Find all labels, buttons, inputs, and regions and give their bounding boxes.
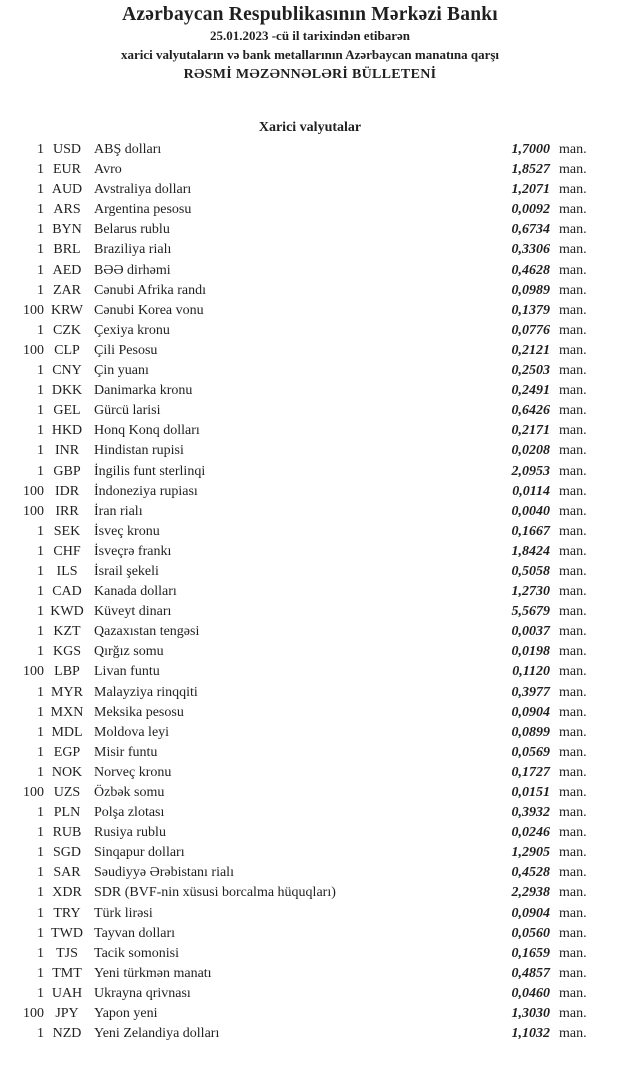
quantity-cell: 1 [37, 383, 44, 399]
currency-code-cell: PLN [53, 805, 81, 821]
unit-cell: man. [559, 302, 587, 318]
table-row [0, 341, 620, 361]
table-row [0, 964, 620, 984]
unit-cell: man. [559, 262, 587, 278]
rate-cell: 0,0040 [511, 503, 550, 519]
bank-title: Azərbaycan Respublikasının Mərkəzi Bankı [122, 4, 498, 25]
rate-cell: 1,7000 [511, 142, 550, 157]
quantity-cell: 1 [37, 262, 44, 278]
table-row [0, 462, 620, 482]
currency-code-cell: MDL [51, 724, 83, 740]
currency-code-cell: GBP [53, 463, 81, 479]
quantity-cell: 1 [37, 322, 44, 338]
currency-code-cell: MXN [50, 704, 84, 720]
rate-cell: 1,2071 [511, 182, 550, 198]
currency-name-cell: Moldova leyi [94, 724, 170, 740]
quantity-cell: 1 [37, 584, 44, 600]
rate-cell: 0,0904 [511, 905, 550, 921]
currency-name-cell: Çexiya kronu [94, 322, 170, 338]
unit-cell: man. [559, 644, 587, 660]
rate-cell: 1,1032 [511, 1026, 550, 1042]
currency-code-cell: GEL [53, 403, 81, 419]
table-row [0, 683, 620, 703]
table-row [0, 180, 620, 200]
unit-cell: man. [559, 785, 587, 800]
rate-cell: 0,4628 [511, 262, 550, 278]
currency-name-cell: Çin yuanı [94, 363, 149, 379]
unit-cell: man. [559, 624, 587, 640]
section-title-foreign-currencies: Xarici valyutalar [258, 120, 362, 135]
unit-cell: man. [559, 704, 587, 720]
table-row [0, 783, 620, 803]
quantity-cell: 1 [37, 764, 44, 780]
quantity-cell: 1 [37, 202, 44, 218]
currency-code-cell: SEK [53, 523, 81, 539]
quantity-cell: 1 [37, 724, 44, 740]
currency-code-cell: AUD [51, 182, 83, 198]
currency-name-cell: Avstraliya dolları [94, 182, 192, 198]
currency-code-cell: JPY [55, 1006, 79, 1022]
table-row [0, 723, 620, 743]
currency-code-cell: LBP [54, 664, 80, 680]
currency-name-cell: Qazaxıstan tengəsi [94, 624, 200, 640]
currency-name-cell: Qırğız somu [94, 644, 164, 660]
currency-name-cell: Gürcü larisi [94, 403, 161, 419]
unit-cell: man. [559, 423, 587, 439]
quantity-cell: 1 [37, 282, 44, 298]
quantity-cell: 1 [37, 222, 44, 238]
currency-code-cell: KWD [50, 604, 84, 620]
currency-name-cell: Hindistan rupisi [94, 443, 184, 459]
rate-cell: 0,4528 [511, 865, 550, 881]
quantity-cell: 1 [37, 403, 44, 419]
unit-cell: man. [559, 182, 587, 198]
unit-cell: man. [559, 242, 587, 258]
currency-name-cell: Danimarka kronu [94, 383, 193, 399]
currency-name-cell: Polşa zlotası [94, 805, 165, 821]
unit-cell: man. [559, 845, 587, 861]
currency-name-cell: Rusiya rublu [94, 825, 166, 841]
unit-cell: man. [559, 825, 587, 841]
quantity-cell: 1 [37, 242, 44, 258]
quantity-cell: 1 [37, 805, 44, 821]
table-row [0, 401, 620, 421]
currency-code-cell: DKK [51, 383, 83, 399]
quantity-cell: 100 [23, 302, 44, 318]
quantity-cell: 100 [23, 785, 44, 800]
quantity-cell: 1 [37, 825, 44, 841]
quantity-cell: 100 [23, 483, 44, 499]
rate-cell: 1,8424 [511, 543, 550, 559]
rate-cell: 0,0560 [511, 925, 550, 941]
table-row [0, 984, 620, 1004]
currency-name-cell: Yeni türkmən manatı [94, 965, 212, 981]
rate-cell: 0,0904 [511, 704, 550, 720]
currency-name-cell: Səudiyyə Ərəbistanı rialı [94, 865, 234, 881]
currency-name-cell: Ukrayna qrivnası [94, 985, 191, 1001]
unit-cell: man. [559, 202, 587, 218]
currency-name-cell: Özbək somu [94, 785, 165, 800]
unit-cell: man. [559, 483, 587, 499]
rate-cell: 0,0198 [511, 644, 550, 660]
document-subtitle: xarici valyutaların və bank metallarının Azərbaycan manatına qarşı [120, 47, 500, 62]
quantity-cell: 1 [37, 162, 44, 178]
currency-name-cell: Küveyt dinarı [94, 604, 172, 620]
currency-code-cell: EGP [53, 744, 81, 760]
table-row [0, 301, 620, 321]
table-row [0, 441, 620, 461]
rate-cell: 0,3932 [511, 805, 550, 821]
table-row [0, 823, 620, 843]
rate-cell: 0,0246 [511, 825, 550, 841]
rate-cell: 0,1659 [511, 945, 550, 961]
quantity-cell: 1 [37, 905, 44, 921]
currency-name-cell: İsveçrə frankı [94, 543, 172, 559]
currency-code-cell: TWD [51, 925, 83, 941]
unit-cell: man. [559, 363, 587, 379]
quantity-cell: 1 [37, 1026, 44, 1042]
table-row [0, 361, 620, 381]
table-row [0, 381, 620, 401]
effective-date-line: 25.01.2023 -cü il tarixindən etibarən [209, 28, 411, 43]
rate-cell: 0,6734 [511, 222, 550, 238]
table-row [0, 582, 620, 602]
rate-cell: 0,3306 [511, 242, 550, 258]
table-row [0, 703, 620, 723]
rate-cell: 0,0776 [511, 322, 550, 338]
rate-cell: 2,2938 [511, 885, 550, 901]
currency-name-cell: BƏƏ dirhəmi [94, 262, 171, 278]
table-row [0, 542, 620, 562]
currency-code-cell: EUR [53, 162, 81, 178]
currency-name-cell: Yapon yeni [94, 1006, 158, 1022]
currency-code-cell: SGD [52, 845, 81, 861]
currency-code-cell: KGS [52, 644, 81, 660]
currency-name-cell: ABŞ dolları [94, 142, 162, 157]
unit-cell: man. [559, 865, 587, 881]
table-row [0, 743, 620, 763]
currency-code-cell: HKD [51, 423, 83, 439]
rate-cell: 0,0899 [511, 724, 550, 740]
table-row [0, 1004, 620, 1024]
table-row [0, 240, 620, 260]
currency-code-cell: CLP [54, 342, 80, 358]
table-row [0, 421, 620, 441]
table-row [0, 482, 620, 502]
rate-cell: 0,4857 [511, 965, 550, 981]
rate-cell: 0,1120 [512, 664, 550, 680]
unit-cell: man. [559, 342, 587, 358]
currency-name-cell: Avro [94, 162, 122, 178]
quantity-cell: 1 [37, 945, 44, 961]
rate-cell: 0,1727 [511, 764, 550, 780]
rate-cell: 0,0114 [512, 483, 550, 499]
currency-name-cell: Türk lirəsi [94, 905, 153, 921]
unit-cell: man. [559, 684, 587, 700]
rate-cell: 0,0460 [511, 985, 550, 1001]
currency-code-cell: KRW [51, 302, 83, 318]
unit-cell: man. [559, 1006, 587, 1022]
currency-name-cell: İsrail şekeli [94, 563, 159, 579]
currency-name-cell: Honq Konq dolları [94, 423, 200, 439]
unit-cell: man. [559, 383, 587, 399]
quantity-cell: 1 [37, 704, 44, 720]
rate-cell: 0,0092 [511, 202, 550, 218]
currency-code-cell: CHF [53, 543, 81, 559]
unit-cell: man. [559, 805, 587, 821]
unit-cell: man. [559, 162, 587, 178]
unit-cell: man. [559, 925, 587, 941]
rate-cell: 0,0037 [511, 624, 550, 640]
rate-cell: 1,2905 [511, 845, 550, 861]
currency-code-cell: BYN [52, 222, 82, 238]
currency-name-cell: Misir funtu [94, 744, 158, 760]
table-row [0, 502, 620, 522]
table-row [0, 522, 620, 542]
rate-cell: 0,3977 [511, 684, 550, 700]
quantity-cell: 1 [37, 744, 44, 760]
table-row [0, 140, 620, 160]
table-row [0, 281, 620, 301]
currency-name-cell: Braziliya rialı [94, 242, 172, 258]
currency-code-cell: UAH [51, 985, 83, 1001]
quantity-cell: 1 [37, 543, 44, 559]
currency-name-cell: Argentina pesosu [94, 202, 192, 218]
unit-cell: man. [559, 744, 587, 760]
table-row [0, 662, 620, 682]
document-header [0, 0, 620, 85]
rate-cell: 2,0953 [511, 463, 550, 479]
quantity-cell: 1 [37, 563, 44, 579]
currency-table [0, 140, 620, 1044]
currency-name-cell: Sinqapur dolları [94, 845, 185, 861]
unit-cell: man. [559, 503, 587, 519]
currency-name-cell: Malayziya rinqqiti [94, 684, 198, 700]
rate-cell: 0,2171 [511, 423, 550, 439]
table-row [0, 321, 620, 341]
unit-cell: man. [559, 142, 587, 157]
currency-code-cell: KZT [53, 624, 81, 640]
rate-cell: 0,2491 [511, 383, 550, 399]
currency-name-cell: İsveç kronu [94, 523, 160, 539]
unit-cell: man. [559, 905, 587, 921]
table-row [0, 642, 620, 662]
quantity-cell: 100 [23, 503, 44, 519]
currency-name-cell: Livan funtu [94, 664, 160, 680]
quantity-cell: 1 [37, 604, 44, 620]
currency-code-cell: NOK [51, 764, 83, 780]
currency-name-cell: SDR (BVF-nin xüsusi borcalma hüquqları) [94, 885, 336, 901]
rate-cell: 0,1667 [511, 523, 550, 539]
rate-cell: 1,8527 [511, 162, 550, 178]
currency-code-cell: USD [52, 142, 81, 157]
currency-name-cell: Kanada dolları [94, 584, 177, 600]
unit-cell: man. [559, 322, 587, 338]
currency-name-cell: İndoneziya rupiası [94, 483, 198, 499]
currency-code-cell: INR [54, 443, 80, 459]
currency-code-cell: RUB [52, 825, 82, 841]
quantity-cell: 1 [37, 423, 44, 439]
unit-cell: man. [559, 563, 587, 579]
unit-cell: man. [559, 463, 587, 479]
currency-code-cell: NZD [52, 1026, 82, 1042]
rate-cell: 1,3030 [511, 1006, 550, 1022]
currency-code-cell: AED [52, 262, 82, 278]
unit-cell: man. [559, 724, 587, 740]
quantity-cell: 1 [37, 523, 44, 539]
currency-code-cell: TRY [53, 905, 81, 921]
table-row [0, 261, 620, 281]
currency-code-cell: XDR [52, 885, 82, 901]
unit-cell: man. [559, 1026, 587, 1042]
currency-code-cell: ZAR [53, 282, 81, 298]
currency-code-cell: BRL [53, 242, 81, 258]
quantity-cell: 1 [37, 644, 44, 660]
table-row [0, 622, 620, 642]
rate-cell: 0,5058 [511, 563, 550, 579]
table-row [0, 763, 620, 783]
unit-cell: man. [559, 885, 587, 901]
currency-name-cell: Belarus rublu [94, 222, 170, 238]
currency-code-cell: IDR [54, 483, 80, 499]
table-row [0, 1024, 620, 1044]
quantity-cell: 1 [37, 925, 44, 941]
unit-cell: man. [559, 764, 587, 780]
currency-code-cell: IRR [55, 503, 79, 519]
unit-cell: man. [559, 664, 587, 680]
currency-code-cell: ARS [53, 202, 81, 218]
rate-cell: 5,5679 [511, 604, 550, 620]
currency-code-cell: SAR [53, 865, 81, 881]
rate-cell: 0,0208 [511, 443, 550, 459]
quantity-cell: 1 [37, 885, 44, 901]
rate-cell: 0,0989 [511, 282, 550, 298]
rate-cell: 0,0569 [511, 744, 550, 760]
table-row [0, 562, 620, 582]
quantity-cell: 1 [37, 865, 44, 881]
unit-cell: man. [559, 584, 587, 600]
currency-name-cell: İran rialı [94, 503, 143, 519]
rate-cell: 0,0151 [511, 785, 550, 800]
currency-code-cell: CAD [52, 584, 82, 600]
quantity-cell: 1 [37, 363, 44, 379]
currency-name-cell: Norveç kronu [94, 764, 172, 780]
unit-cell: man. [559, 403, 587, 419]
bulletin-title: RƏSMİ MƏZƏNNƏLƏRİ BÜLLETENİ [183, 67, 437, 82]
table-row [0, 803, 620, 823]
unit-cell: man. [559, 965, 587, 981]
quantity-cell: 100 [23, 1006, 44, 1022]
quantity-cell: 1 [37, 443, 44, 459]
currency-name-cell: Cənubi Afrika randı [94, 282, 206, 298]
quantity-cell: 1 [37, 684, 44, 700]
table-row [0, 944, 620, 964]
unit-cell: man. [559, 604, 587, 620]
quantity-cell: 1 [37, 985, 44, 1001]
quantity-cell: 1 [37, 845, 44, 861]
currency-name-cell: Yeni Zelandiya dolları [94, 1026, 220, 1042]
currency-code-cell: ILS [56, 563, 78, 579]
table-row [0, 843, 620, 863]
unit-cell: man. [559, 282, 587, 298]
quantity-cell: 1 [37, 142, 44, 157]
unit-cell: man. [559, 222, 587, 238]
rate-cell: 0,2503 [511, 363, 550, 379]
currency-code-cell: CZK [53, 322, 81, 338]
currency-code-cell: UZS [53, 785, 81, 800]
unit-cell: man. [559, 985, 587, 1001]
rate-cell: 0,2121 [511, 342, 550, 358]
table-row [0, 883, 620, 903]
unit-cell: man. [559, 945, 587, 961]
unit-cell: man. [559, 523, 587, 539]
table-row [0, 904, 620, 924]
currency-name-cell: Tacik somonisi [94, 945, 179, 961]
table-row [0, 863, 620, 883]
table-row [0, 220, 620, 240]
currency-name-cell: Tayvan dolları [94, 925, 176, 941]
rate-cell: 0,1379 [511, 302, 550, 318]
unit-cell: man. [559, 543, 587, 559]
quantity-cell: 100 [23, 664, 44, 680]
currency-code-cell: TJS [56, 945, 78, 961]
currency-name-cell: Cənubi Korea vonu [94, 302, 204, 318]
unit-cell: man. [559, 443, 587, 459]
currency-name-cell: İngilis funt sterlinqi [94, 463, 206, 479]
table-row [0, 602, 620, 622]
table-row [0, 160, 620, 180]
quantity-cell: 1 [37, 463, 44, 479]
currency-code-cell: TMT [52, 965, 82, 981]
currency-code-cell: CNY [52, 363, 82, 379]
quantity-cell: 100 [23, 342, 44, 358]
table-row [0, 924, 620, 944]
rate-cell: 1,2730 [511, 584, 550, 600]
currency-name-cell: Meksika pesosu [94, 704, 184, 720]
table-row [0, 200, 620, 220]
quantity-cell: 1 [37, 624, 44, 640]
rate-cell: 0,6426 [511, 403, 550, 419]
currency-code-cell: MYR [51, 684, 83, 700]
currency-name-cell: Çili Pesosu [94, 342, 158, 358]
quantity-cell: 1 [37, 965, 44, 981]
quantity-cell: 1 [37, 182, 44, 198]
